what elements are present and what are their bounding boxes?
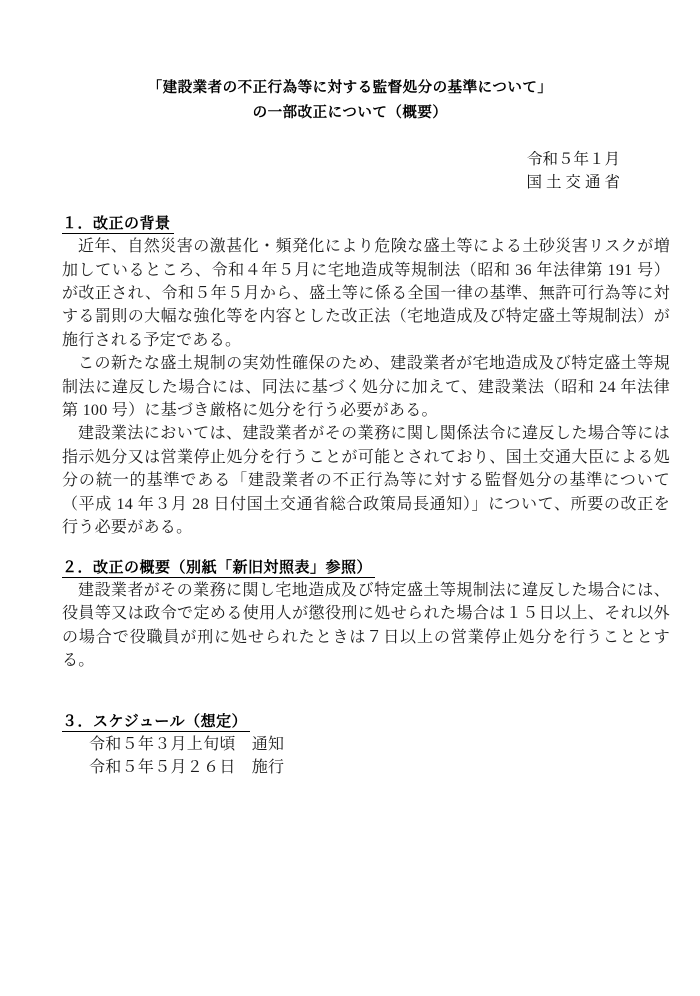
document-title	[0, 76, 700, 126]
schedule-list	[62, 733, 670, 780]
section-heading	[62, 710, 670, 733]
schedule-date: 令和５年５月２６日	[89, 759, 236, 777]
issuing-agency: 国土交通省	[526, 174, 624, 192]
title-line-1: 「建設業者の不正行為等に対する監督処分の基準について」	[147, 80, 553, 96]
schedule-row	[89, 733, 670, 756]
issue-date: 令和５年１月	[526, 151, 620, 168]
section-heading-text: １．改正の背景	[62, 215, 174, 234]
title-line-2: の一部改正について（概要）	[252, 105, 448, 121]
section-heading	[62, 212, 670, 235]
section-heading	[62, 556, 670, 579]
section-heading-text: ２．改正の概要（別紙「新旧対照表」参照）	[62, 559, 375, 578]
section-overview	[62, 556, 670, 673]
schedule-row	[89, 756, 670, 779]
schedule-event: 施行	[251, 759, 285, 777]
section-heading-text: ３．スケジュール（想定）	[62, 713, 250, 732]
schedule-date: 令和５年３月上旬頃	[89, 735, 236, 753]
body-paragraph: この新たな盛土規制の実効性確保のため、建設業者が宅地造成及び特定盛土等規制法に違反した場合には、同法に基づく処分に加えて、建設業法（昭和 24 年法律第 100 号）に基づき厳格に処分を行う必要がある。	[62, 355, 670, 420]
issuance-block	[62, 148, 624, 195]
body-paragraph: 建設業者がその業務に関し宅地造成及び特定盛土等規制法に違反した場合には、役員等又は政令で定める使用人が懲役刑に処せられた場合は１５日以上、それ以外の場合で役職員が刑に処せられたときは７日以上の営業停止処分を行うこととする。	[62, 581, 670, 670]
section-background	[62, 212, 670, 540]
section-schedule	[62, 710, 670, 780]
body-paragraph: 建設業法においては、建設業者がその業務に関し関係法令に違反した場合等には指示処分又は営業停止処分を行うことが可能とされており、国土交通大臣による処分の統一的基準である「建設業者の不正行為等に対する監督処分の基準について（平成 14 年３月 28 日付国土交通省総合政策局長通知）」について、所要の改正を行う必要がある。	[62, 425, 670, 537]
body-paragraph: 近年、自然災害の激甚化・頻発化により危険な盛土等による土砂災害リスクが増加しているところ、令和４年５月に宅地造成等規制法（昭和 36 年法律第 191 号）が改正され、令和５年５月から、盛土等に係る全国一律の基準、無許可行為等に対する罰則の大幅な強化等を内容とした改正法（宅地造成及び特定盛土等規制法）が施行される予定である。	[62, 238, 670, 349]
schedule-event: 通知	[251, 735, 285, 753]
